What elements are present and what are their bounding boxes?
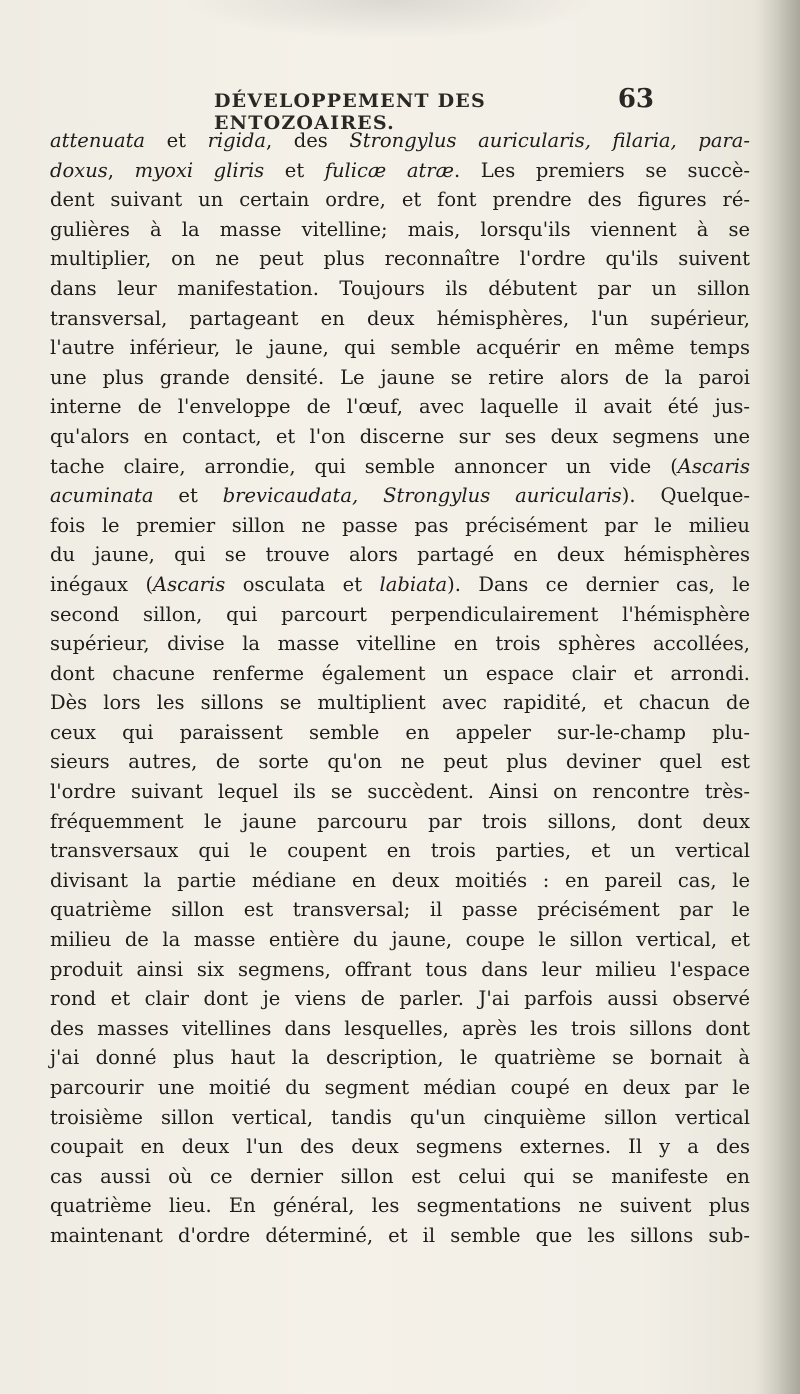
text-line: transversal, partageant en deux hémisphères, l'un supérieur, xyxy=(50,306,750,330)
text-line: produit ainsi six segmens, offrant tous dans leur milieu l'espace xyxy=(50,957,750,981)
page-header xyxy=(214,84,654,134)
text-line: ceux qui paraissent semble en appeler sur-le-champ plu- xyxy=(50,720,750,744)
text-line: qu'alors en contact, et l'on discerne sur ses deux segmens une xyxy=(50,424,750,448)
page-edge xyxy=(760,0,800,1394)
text-line: fois le premier sillon ne passe pas précisément par le milieu xyxy=(50,513,750,537)
text-line: attenuata et rigida, des Strongylus auricularis, filaria, para- xyxy=(50,129,750,152)
text-line: une plus grande densité. Le jaune se retire alors de la paroi xyxy=(50,365,750,389)
text-line: j'ai donné plus haut la description, le quatrième se bornait à xyxy=(50,1046,750,1070)
page-number: 63 xyxy=(617,84,654,114)
text-line: supérieur, divise la masse vitelline en trois sphères accollées, xyxy=(50,632,750,656)
text-line: inégaux (Ascaris osculata et labiata). Dans ce dernier cas, le xyxy=(50,572,750,596)
running-title: DÉVELOPPEMENT DES ENTOZOAIRES. xyxy=(214,90,486,134)
text-line: dans leur manifestation. Toujours ils débutent par un sillon xyxy=(50,276,750,300)
text-line: l'ordre suivant lequel ils se succèdent. Ainsi on rencontre très- xyxy=(50,780,750,804)
text-line: quatrième sillon est transversal; il passe précisément par le xyxy=(50,898,750,922)
text-line: dont chacune renferme également un espace clair et arrondi. xyxy=(50,661,750,685)
text-line: gulières à la masse vitelline; mais, lorsqu'ils viennent à se xyxy=(50,217,750,241)
text-line: quatrième lieu. En général, les segmentations ne suivent plus xyxy=(50,1194,750,1218)
body-text xyxy=(50,126,750,1251)
text-line: rond et clair dont je viens de parler. J'ai parfois aussi observé xyxy=(50,987,750,1011)
text-line: troisième sillon vertical, tandis qu'un cinquième sillon vertical xyxy=(50,1105,750,1129)
text-line: acuminata et brevicaudata, Strongylus auricularis). Quelque- xyxy=(50,484,750,508)
text-line: Dès lors les sillons se multiplient avec rapidité, et chacun de xyxy=(50,691,750,715)
text-line: coupait en deux l'un des deux segmens externes. Il y a des xyxy=(50,1135,750,1159)
text-line: divisant la partie médiane en deux moitiés : en pareil cas, le xyxy=(50,868,750,892)
text-line: sieurs autres, de sorte qu'on ne peut plus deviner quel est xyxy=(50,750,750,774)
page-shadow xyxy=(180,0,600,40)
text-line: multiplier, on ne peut plus reconnaître l'ordre qu'ils suivent xyxy=(50,247,750,271)
text-line: l'autre inférieur, le jaune, qui semble acquérir en même temps xyxy=(50,336,750,360)
text-line: du jaune, qui se trouve alors partagé en deux hémisphères xyxy=(50,543,750,567)
text-line: second sillon, qui parcourt perpendiculairement l'hémisphère xyxy=(50,602,750,626)
text-line: dent suivant un certain ordre, et font prendre des figures ré- xyxy=(50,188,750,212)
text-line: interne de l'enveloppe de l'œuf, avec laquelle il avait été jus- xyxy=(50,395,750,419)
text-line: maintenant d'ordre déterminé, et il semble que les sillons sub- xyxy=(50,1223,750,1247)
text-line: des masses vitellines dans lesquelles, après les trois sillons dont xyxy=(50,1016,750,1040)
text-line: tache claire, arrondie, qui semble annoncer un vide (Ascaris xyxy=(50,454,750,478)
text-line: transversaux qui le coupent en trois parties, et un vertical xyxy=(50,839,750,863)
text-line: milieu de la masse entière du jaune, coupe le sillon vertical, et xyxy=(50,928,750,952)
text-line: fréquemment le jaune parcouru par trois sillons, dont deux xyxy=(50,809,750,833)
text-line: parcourir une moitié du segment médian coupé en deux par le xyxy=(50,1076,750,1099)
text-line: doxus, myoxi gliris et fulicæ atræ. Les premiers se succè- xyxy=(50,158,751,182)
text-line: cas aussi où ce dernier sillon est celui qui se manifeste en xyxy=(50,1164,750,1188)
